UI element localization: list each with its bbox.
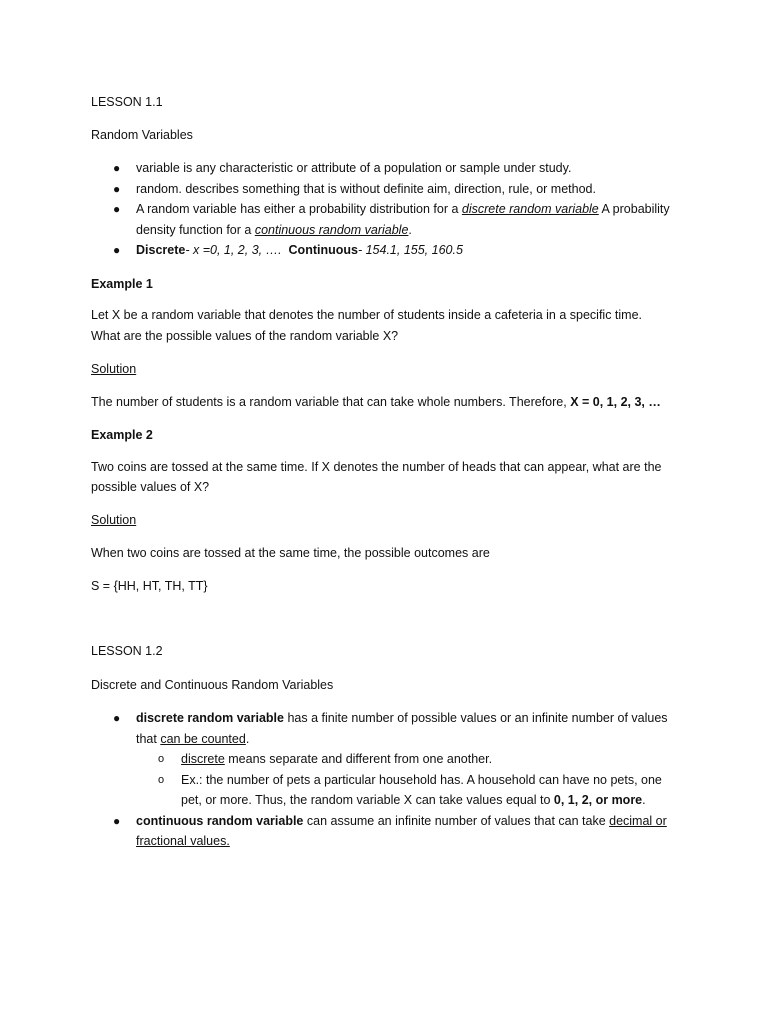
lesson-1-title: Random Variables bbox=[91, 128, 193, 142]
answer-values: X = 0, 1, 2, 3, … bbox=[570, 395, 661, 409]
example-2-question-line-1: Two coins are tossed at the same time. If X denotes the number of heads that can appear, what are the bbox=[91, 460, 662, 474]
circle-bullet-icon: o bbox=[158, 753, 165, 765]
discrete-random-variable-link: discrete random variable bbox=[461, 202, 599, 216]
term-variable: variable bbox=[136, 161, 180, 175]
bullet-icon: ● bbox=[113, 813, 121, 828]
text-fragment: has either a probability distribution for a bbox=[236, 202, 462, 216]
text-fragment: A bbox=[136, 202, 148, 216]
bullet-icon: ● bbox=[113, 202, 121, 216]
continuous-random-variable-link: continuous random variable bbox=[254, 222, 409, 237]
example-1-question-line-1: Let X be a random variable that denotes the number of students inside a cafeteria in a specific time. bbox=[91, 308, 643, 322]
discrete-link: discrete bbox=[181, 752, 225, 766]
bullet-icon: ● bbox=[113, 181, 121, 196]
lesson-2-bullet-list bbox=[91, 708, 681, 852]
discrete-label: Discrete bbox=[136, 243, 186, 257]
example-text: Ex.: the number of pets a particular household has. A household can have no pets, one pet, or more. Thus, the random variable X can take values equal to bbox=[181, 772, 662, 807]
example-2-answer: When two coins are tossed at the same time, the possible outcomes are bbox=[91, 546, 490, 560]
lesson-1-heading: LESSON 1.1 bbox=[91, 95, 163, 109]
list-item bbox=[91, 708, 681, 811]
example-2-question-line-2: possible values of X? bbox=[91, 480, 210, 494]
lesson-1-bullet-list bbox=[91, 158, 681, 261]
answer-text: The number of students is a random variable that can take whole numbers. Therefore, bbox=[91, 395, 571, 409]
definition-text: has a finite number of possible values or an infinite number of values bbox=[283, 711, 668, 725]
example-1-solution-label: Solution bbox=[91, 362, 137, 376]
bullet-icon: ● bbox=[113, 161, 121, 175]
term-continuous-random-variable: continuous random variable bbox=[136, 813, 304, 828]
decimal-or-fractional-link: decimal or fractional values. bbox=[136, 813, 667, 848]
circle-bullet-icon: o bbox=[158, 773, 165, 786]
text-fragment: . bbox=[642, 793, 646, 807]
discrete-values: - x =0, 1, 2, 3, …. bbox=[185, 243, 282, 257]
example-2-solution-label: Solution bbox=[91, 513, 137, 527]
text-fragment: A probability density function for a bbox=[136, 202, 670, 237]
list-item bbox=[91, 240, 681, 261]
definition-text: means separate and different from one another. bbox=[224, 752, 493, 766]
list-item bbox=[91, 811, 681, 852]
example-values: 0, 1, 2, or more bbox=[553, 793, 643, 807]
list-item bbox=[91, 158, 681, 179]
continuous-label: Continuous bbox=[288, 243, 358, 257]
example-1-question-line-2: What are the possible values of the random variable X? bbox=[91, 329, 399, 343]
sub-bullet-list bbox=[136, 749, 681, 811]
term-random: random. bbox=[136, 181, 182, 196]
bullet-icon: ● bbox=[113, 243, 121, 257]
term-random-variable: random variable bbox=[147, 202, 237, 216]
example-1-heading: Example 1 bbox=[91, 277, 153, 291]
bullet-icon: ● bbox=[113, 711, 121, 725]
can-be-counted-link: can be counted bbox=[160, 731, 246, 746]
example-1-answer bbox=[91, 392, 661, 412]
list-item bbox=[91, 199, 681, 240]
text-fragment: that bbox=[136, 731, 161, 746]
definition-text: is any characteristic or attribute of a population or sample under study. bbox=[179, 161, 572, 175]
sub-list-item bbox=[136, 749, 681, 770]
sample-space: S = {HH, HT, TH, TT} bbox=[91, 579, 208, 593]
list-item bbox=[91, 179, 681, 200]
lesson-2-heading: LESSON 1.2 bbox=[91, 644, 163, 658]
lesson-2-title: Discrete and Continuous Random Variables bbox=[91, 678, 334, 692]
text-fragment: . bbox=[245, 731, 250, 746]
continuous-values: - 154.1, 155, 160.5 bbox=[357, 243, 463, 257]
definition-text: describes something that is without definite aim, direction, rule, or method. bbox=[181, 181, 596, 196]
text-fragment: . bbox=[408, 222, 412, 237]
definition-text: can assume an infinite number of values that can take bbox=[303, 813, 610, 828]
term-discrete-random-variable: discrete random variable bbox=[136, 711, 284, 725]
sub-list-item bbox=[136, 770, 681, 811]
example-2-heading: Example 2 bbox=[91, 428, 153, 442]
